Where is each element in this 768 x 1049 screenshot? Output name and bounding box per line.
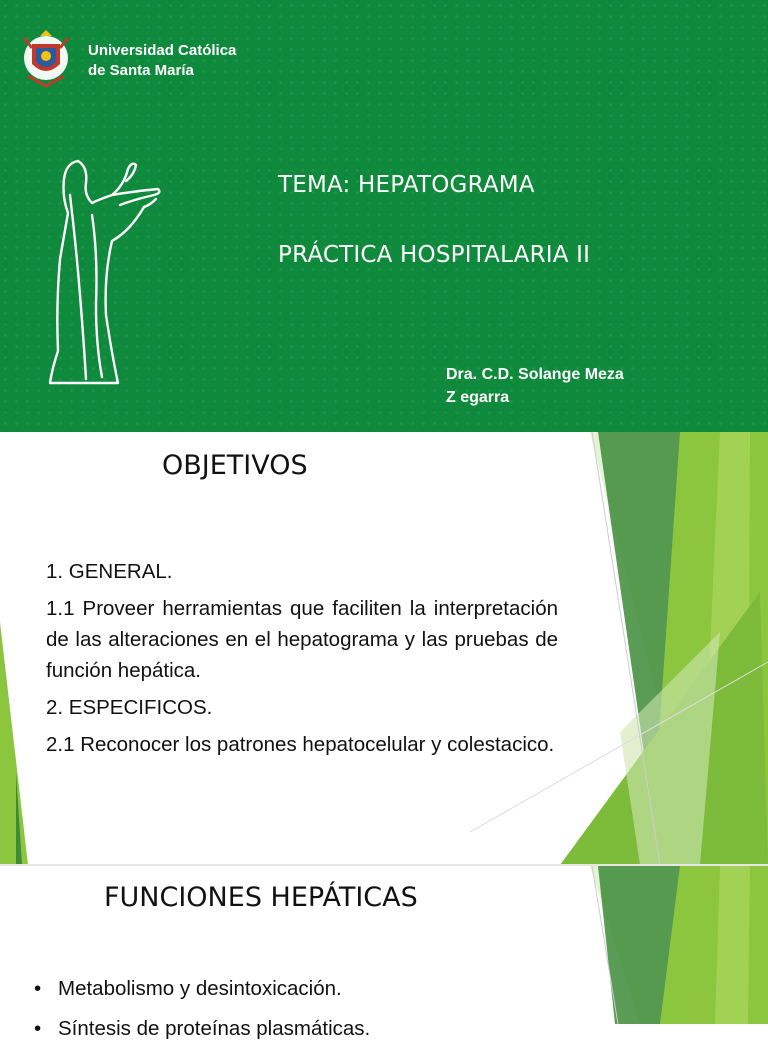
list-item-text: Síntesis de proteínas plasmáticas. — [58, 1017, 371, 1040]
university-crest-logo — [18, 28, 74, 90]
virgin-statue-outline-icon — [40, 155, 170, 390]
slide-title: TEMA: HEPATOGRAMA — [278, 172, 535, 198]
bullet-icon: • — [34, 977, 42, 1000]
bullet-icon: • — [34, 1017, 42, 1040]
functions-list — [34, 969, 370, 1049]
title-slide — [0, 0, 768, 432]
liver-functions-slide — [0, 866, 768, 1040]
university-name-line-2: de Santa María — [88, 62, 194, 79]
author-line-1: Dra. C.D. Solange Meza — [446, 366, 624, 383]
objective-specific-heading: 2. ESPECIFICOS. — [46, 696, 213, 719]
list-item — [34, 969, 370, 1009]
list-item — [34, 1009, 370, 1049]
university-name-line-1: Universidad Católica — [88, 42, 237, 59]
author-line-2: Z egarra — [446, 389, 510, 406]
objectives-title: OBJETIVOS — [162, 450, 308, 481]
author-name — [446, 363, 624, 409]
functions-title: FUNCIONES HEPÁTICAS — [104, 882, 418, 913]
objective-general-heading: 1. GENERAL. — [46, 560, 173, 583]
objective-general-text: 1.1 Proveer herramientas que faciliten la interpretación de las alteraciones en el hepatograma y las pruebas de función hepática. — [46, 597, 558, 682]
slide-subtitle: PRÁCTICA HOSPITALARIA II — [278, 242, 591, 268]
university-name — [88, 41, 236, 81]
list-item-text: Metabolismo y desintoxicación. — [58, 977, 342, 1000]
objective-specific-text: 2.1 Reconocer los patrones hepatocelular y colestacico. — [46, 733, 555, 756]
objectives-slide — [0, 432, 768, 865]
objectives-body — [46, 556, 558, 766]
